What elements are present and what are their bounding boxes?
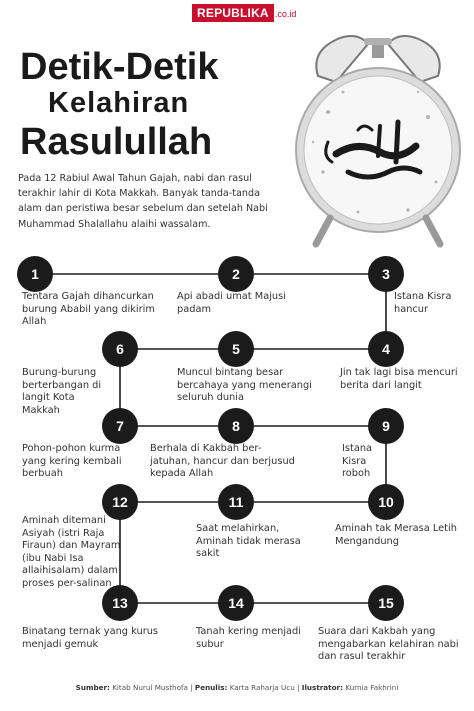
step-number-12: 12	[102, 484, 138, 520]
step-text-15: Suara dari Kakbah yang mengabarkan kelahiran nabi dan rasul terakhir	[318, 626, 459, 663]
illustrator-label: Ilustrator:	[301, 683, 343, 692]
credits-footer	[0, 683, 474, 692]
title-line-1: Detik-Detik	[20, 46, 219, 88]
step-number-10: 10	[368, 484, 404, 520]
source-value: Kitab Nurul Musthofa	[112, 683, 188, 692]
step-number-8: 8	[218, 408, 254, 444]
step-text-14: Tanah kering menjadi subur	[196, 626, 301, 650]
step-text-9: Istana Kisra roboh	[342, 443, 373, 480]
step-number-3: 3	[368, 256, 404, 292]
step-number-4: 4	[368, 331, 404, 367]
step-text-1: Tentara Gajah dihancurkan burung Ababil yang dikirim Allah	[22, 291, 155, 328]
step-text-12: Aminah ditemani Asiyah (istri Raja Firaun) dan Mayram (ibu Nabi Isa allaihisalam) dalam proses per-salinan	[22, 515, 121, 589]
step-number-11: 11	[218, 484, 254, 520]
step-text-11: Saat melahirkan, Aminah tidak merasa sakit	[196, 523, 301, 560]
illustrator-value: Kurnia Fakhrini	[345, 683, 399, 692]
logo-brand: REPUBLIKA	[192, 4, 274, 22]
writer-label: Penulis:	[194, 683, 228, 692]
source-label: Sumber:	[75, 683, 110, 692]
step-text-10: Aminah tak Merasa Letih Mengandung	[335, 523, 457, 547]
step-number-5: 5	[218, 331, 254, 367]
logo-suffix: .co.id	[274, 9, 297, 19]
step-number-6: 6	[102, 331, 138, 367]
step-text-6: Burung-burung berterbangan di langit Kota Makkah	[22, 367, 102, 416]
title-line-3: Rasulullah	[20, 121, 213, 163]
intro-paragraph: Pada 12 Rabiul Awal Tahun Gajah, nabi dan rasul terakhir lahir di Kota Makkah. Banyak tanda-tanda alam dan peristiwa besar sebelum dan setelah Nabi Muhammad Shalallahu alaihi wassalam.	[18, 173, 268, 230]
step-text-2: Api abadi umat Majusi padam	[177, 291, 286, 315]
writer-value: Karta Raharja Ucu	[229, 683, 295, 692]
separator: |	[190, 683, 193, 692]
step-number-14: 14	[218, 585, 254, 621]
step-number-7: 7	[102, 408, 138, 444]
step-text-5: Muncul bintang besar bercahaya yang menerangi seluruh dunia	[177, 367, 312, 404]
step-number-9: 9	[368, 408, 404, 444]
step-text-4: Jin tak lagi bisa mencuri berita dari langit	[340, 367, 458, 391]
step-number-15: 15	[368, 585, 404, 621]
step-number-1: 1	[17, 256, 53, 292]
separator: |	[297, 683, 300, 692]
step-number-2: 2	[218, 256, 254, 292]
step-text-7: Pohon-pohon kurma yang kering kembali berbuah	[22, 443, 122, 480]
step-text-13: Binatang ternak yang kurus menjadi gemuk	[22, 626, 159, 650]
title-line-2: Kelahiran	[48, 87, 190, 119]
step-number-13: 13	[102, 585, 138, 621]
step-text-3: Istana Kisra hancur	[394, 291, 452, 315]
step-text-8: Berhala di Kakbah ber-jatuhan, hancur dan berjusud kepada Allah	[150, 443, 295, 480]
